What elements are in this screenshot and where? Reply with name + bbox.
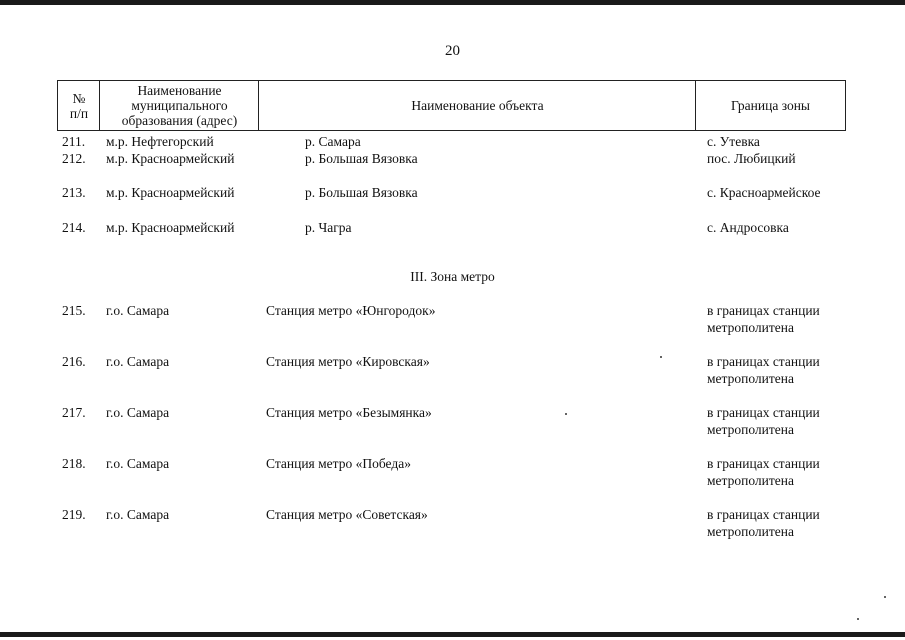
row-number: 218. (62, 456, 86, 471)
header-col-number-label: № п/п (69, 90, 89, 121)
row-zone-line1: в границах станции (707, 354, 820, 369)
row-municipality: г.о. Самара (106, 456, 170, 471)
row-zone-line2: метрополитена (707, 473, 794, 488)
row-municipality: м.р. Красноармейский (106, 151, 235, 166)
row-municipality: м.р. Нефтегорский (106, 134, 214, 149)
row-zone-line1: в границах станции (707, 303, 820, 318)
row-zone-line2: метрополитена (707, 524, 794, 539)
row-object: Станция метро «Юнгородок» (266, 303, 436, 318)
row-number: 217. (62, 405, 86, 420)
row-object: р. Большая Вязовка (305, 185, 418, 200)
row-object: Станция метро «Кировская» (266, 354, 430, 369)
row-zone: пос. Любицкий (707, 151, 796, 166)
row-zone: с. Красноармейское (707, 185, 821, 200)
row-zone-line1: в границах станции (707, 456, 820, 471)
scan-speck (857, 618, 859, 620)
header-col-number (57, 80, 100, 131)
row-zone-line1: в границах станции (707, 507, 820, 522)
row-number: 219. (62, 507, 86, 522)
scan-speck (884, 596, 886, 598)
header-col-zone (695, 80, 846, 131)
row-number: 216. (62, 354, 86, 369)
header-col-municipality-label: Наименование муниципального образования (адрес) (121, 83, 238, 128)
row-object: р. Самара (305, 134, 361, 149)
section-title: III. Зона метро (410, 269, 495, 284)
row-object: р. Большая Вязовка (305, 151, 418, 166)
scan-speck (565, 413, 567, 415)
row-municipality: г.о. Самара (106, 507, 170, 522)
row-object: р. Чагра (305, 220, 352, 235)
row-zone-line2: метрополитена (707, 320, 794, 335)
row-object: Станция метро «Безымянка» (266, 405, 432, 420)
header-col-object-label: Наименование объекта (411, 98, 544, 113)
row-number: 213. (62, 185, 86, 200)
row-number: 214. (62, 220, 86, 235)
row-object: Станция метро «Победа» (266, 456, 411, 471)
row-number: 212. (62, 151, 86, 166)
row-zone-line2: метрополитена (707, 422, 794, 437)
top-scan-border (0, 0, 905, 5)
row-municipality: г.о. Самара (106, 303, 170, 318)
header-col-object (258, 80, 696, 131)
header-col-municipality (99, 80, 259, 131)
header-col-zone-label: Граница зоны (730, 98, 811, 113)
row-object: Станция метро «Советская» (266, 507, 428, 522)
row-municipality: г.о. Самара (106, 354, 170, 369)
row-municipality: м.р. Красноармейский (106, 185, 235, 200)
bottom-scan-border (0, 632, 905, 637)
row-zone: с. Утевка (707, 134, 760, 149)
row-number: 211. (62, 134, 86, 149)
row-zone-line1: в границах станции (707, 405, 820, 420)
row-zone-line2: метрополитена (707, 371, 794, 386)
row-number: 215. (62, 303, 86, 318)
row-municipality: м.р. Красноармейский (106, 220, 235, 235)
row-zone: с. Андросовка (707, 220, 789, 235)
page-number: 20 (445, 43, 460, 59)
scan-speck (660, 356, 662, 358)
row-municipality: г.о. Самара (106, 405, 170, 420)
